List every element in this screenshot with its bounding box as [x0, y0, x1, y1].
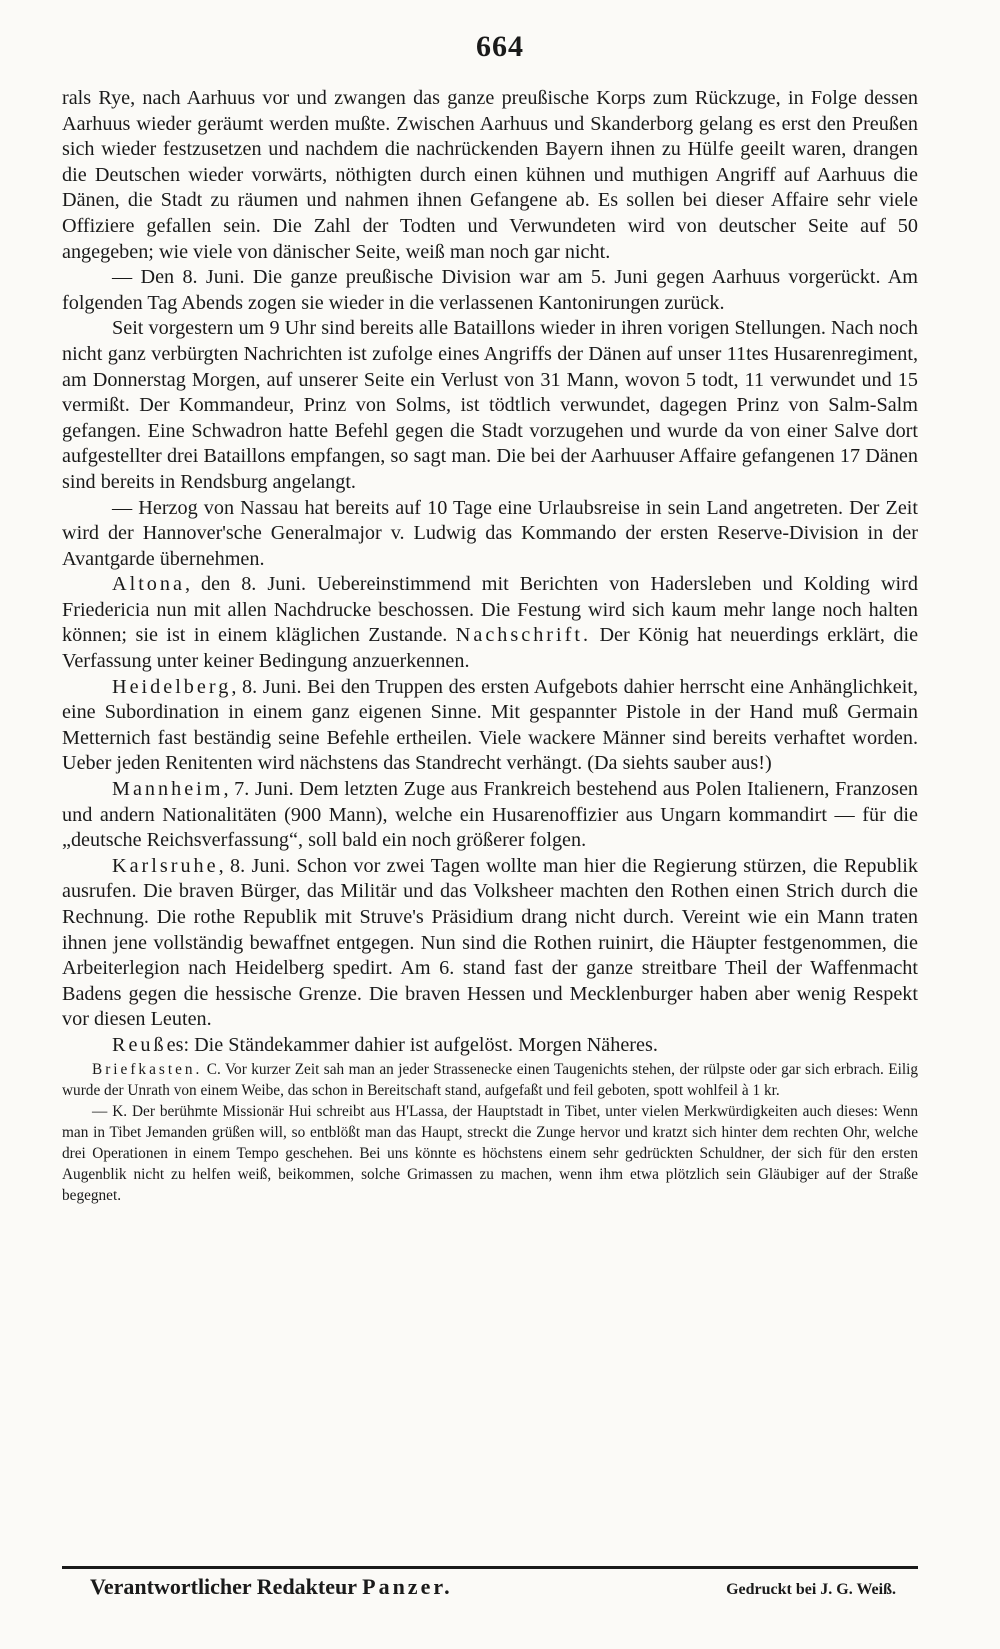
- mailbox-label: Briefkasten.: [92, 1060, 203, 1078]
- mailbox-text: C. Vor kurzer Zeit sah man an jeder Strassenecke einen Taugenichts stehen, der rülpste oder gar sich erbrach. Eilig wurde der Unrath von einem Weibe, das schon in Bereitschaft stand, aufgefaßt und feil geboten, spott wohlfeil à 1 kr.: [62, 1060, 918, 1099]
- article-text: es: Die Ständekammer dahier ist aufgelöst. Morgen Näheres.: [166, 1033, 658, 1056]
- dateline-place: Karlsruhe: [112, 854, 219, 877]
- article-paragraph: — Den 8. Juni. Die ganze preußische Division war am 5. Juni gegen Aarhuus vorgerückt. Am folgenden Tag Abends zogen sie wieder in die verlassenen Kantonirungen zurück.: [62, 266, 918, 314]
- mailbox-item: [62, 1101, 918, 1206]
- article-paragraph-reuss: [62, 1033, 918, 1059]
- article-paragraph-karlsruhe: [62, 854, 918, 1033]
- article-paragraph: — Herzog von Nassau hat bereits auf 10 Tage eine Urlaubsreise in sein Land angetreten. Der Zeit wird der Hannover'sche Generalmajor v. Ludwig das Kommando der ersten Reserve-Division in der Avantgarde übernehmen.: [62, 496, 918, 570]
- dateline-place: Mannheim: [112, 778, 224, 801]
- article-text: , 8. Juni. Bei den Truppen des ersten Aufgebots dahier herrscht eine Anhänglichkeit, eine Subordination in einem ganz eigenen Sinne. Mit gespannter Pistole in der Hand muß Germain Metternich fast beständig seine Befehle ertheilen. Viele wackere Männer sind bereits verhaftet worden. Ueber jeden Renitenten wird nächstens das Standrecht verhängt. (Da siehts sauber aus!): [62, 675, 918, 775]
- article-text: , den 8. Juni. Uebereinstimmend mit Berichten von Hadersleben und Kolding wird Friedericia nun mit allen Nachdrucke beschossen. Die Festung wird sich kaum mehr lange noch halten können; sie ist in einem kläglichen Zustande.: [62, 573, 918, 647]
- postscript-text: Der König hat neuerdings erklärt, die Verfassung unter keiner Bedingung anzuerkennen.: [62, 624, 919, 673]
- article-text: , 8. Juni. Schon vor zwei Tagen wollte man hier die Regierung stürzen, die Republik ausrufen. Die braven Bürger, das Militär und das Volksheer machten den Rothen einen Strich durch die Rechnung. Die rothe Republik mit Struve's Präsidium drang nicht durch. Vereint wie ein Mann traten ihnen jene vollständig bewaffnet entgegen. Nun sind die Rothen ruinirt, die Häupter festgenommen, die Arbeiterlegion nach Heidelberg spedirt. Am 6. stand fast der ganze streitbare Theil der Waffenmacht Badens gegen die hessische Grenze. Die braven Hessen und Mecklenburger haben aber wenig Respekt vor diesen Leuten.: [62, 854, 918, 1031]
- article-text: , 7. Juni. Dem letzten Zuge aus Frankreich bestehend aus Polen Italienern, Franzosen und andern Nationalitäten (900 Mann), welche ein Husarenoffizier aus Ungarn kommandirt — für die „deutsche Reichsverfassung“, soll bald ein noch größerer folgen.: [62, 778, 918, 852]
- article-paragraph-mannheim: [62, 777, 918, 854]
- dateline-place: Altona: [112, 573, 185, 596]
- postscript-label: Nachschrift.: [455, 624, 592, 647]
- page-footer: [62, 1574, 918, 1600]
- article-body: [62, 86, 918, 1206]
- dateline-place: Reuß: [112, 1033, 167, 1056]
- article-paragraph: rals Rye, nach Aarhuus vor und zwangen das ganze preußische Korps zum Rückzuge, in Folge dessen Aarhuus wieder geräumt werden mußte. Zwischen Aarhuus und Skanderborg gelang es erst den Preußen sich wieder festzusetzen und nachdem die nachrückenden Bayern ihnen zu Hülfe geeilt waren, drangen die Deutschen wieder vorwärts, nöthigten durch einen kühnen und muthigen Angriff auf Aarhuus die Dänen, die Stadt zu räumen und nahmen ihnen Gefangene ab. Es sollen bei dieser Affaire sehr viele Offiziere gefallen sein. Die Zahl der Todten und Verwundeten wird von deutscher Seite auf 50 angegeben; wie viele von dänischer Seite, weiß man noch gar nicht.: [62, 87, 918, 263]
- mailbox-text: — K. Der berühmte Missionär Hui schreibt aus H'Lassa, der Hauptstadt in Tibet, unter vielen Merkwürdigkeiten auch dieses: Wenn man in Tibet Jemanden grüßen will, so entblößt man das Haupt, streckt die Zunge hervor und kratzt sich hinter dem rechten Ohr, welche drei Operationen in einem Tempo geschehen. Bei uns könnte es höchstens einem sehr gedrückten Schuldner, der sich für den ersten Augenblik nicht zu helfen weiß, beikommen, solche Grimassen zu machen, wenn ihm etwa plötzlich sein Gläubiger auf der Straße begegnet.: [62, 1102, 918, 1204]
- article-paragraph-altona: [62, 572, 918, 674]
- page-number: 664: [476, 30, 524, 63]
- editor-label: Verantwortlicher Redakteur: [90, 1574, 357, 1599]
- editor-name: Panzer.: [362, 1574, 453, 1599]
- article-paragraph-heidelberg: [62, 675, 918, 777]
- printer-credit: Gedruckt bei J. G. Weiß.: [726, 1581, 896, 1598]
- editor-credit: [62, 1574, 453, 1600]
- footer-divider: [62, 1566, 918, 1569]
- dateline-place: Heidelberg: [112, 675, 232, 698]
- article-paragraph: Seit vorgestern um 9 Uhr sind bereits alle Bataillons wieder in ihren vorigen Stellungen. Nach noch nicht ganz verbürgten Nachrichten ist zufolge eines Angriffs der Dänen auf unser 11tes Husarenregiment, am Donnerstag Morgen, auf unserer Seite ein Verlust von 31 Mann, wovon 5 todt, 11 verwundet und 15 vermißt. Der Kommandeur, Prinz von Solms, ist tödtlich verwundet, dagegen Prinz von Salm-Salm gefangen. Eine Schwadron hatte Befehl gegen die Stadt vorzugehen und wurde da von einer Salve dort aufgestellter drei Bataillons empfangen, so sagt man. Die bei der Aarhuuser Affaire gefangenen 17 Dänen sind bereits in Rendsburg angelangt.: [62, 317, 918, 493]
- mailbox-item: [62, 1059, 918, 1101]
